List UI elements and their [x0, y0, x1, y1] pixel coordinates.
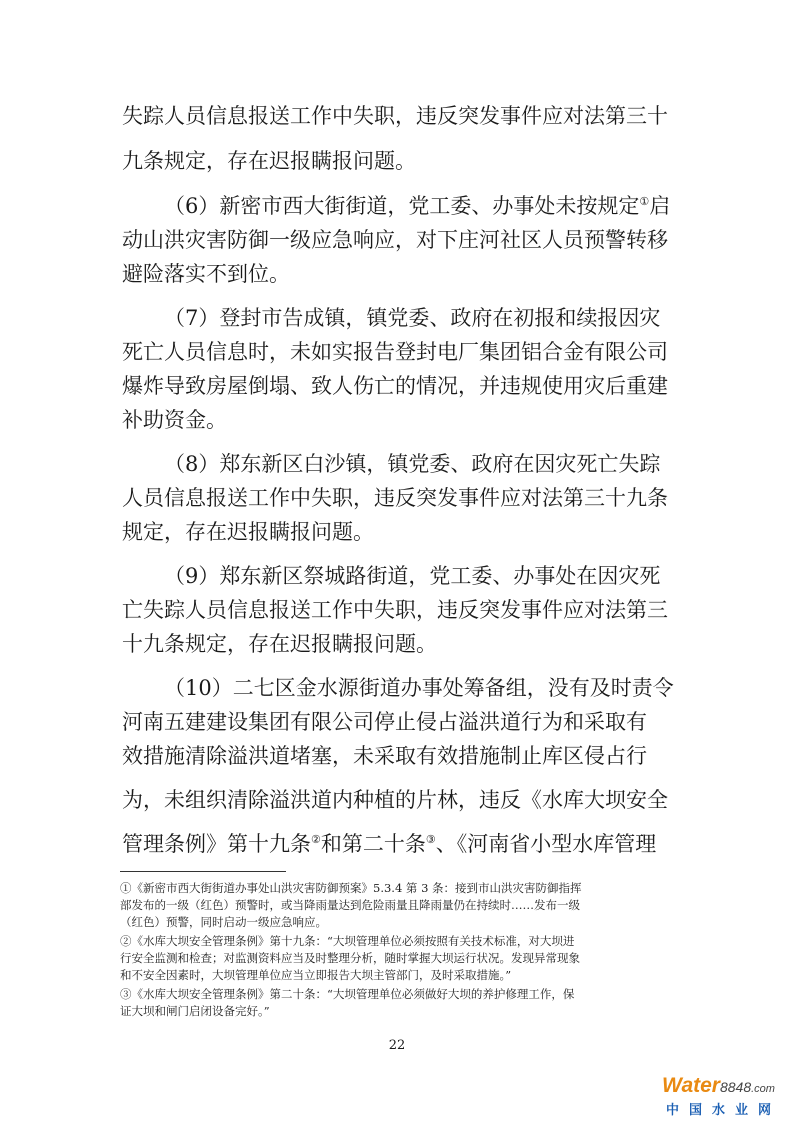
- water8848-logo: [662, 1074, 788, 1118]
- body-line: 人员信息报送工作中失职，违反突发事件应对法第三十九条: [122, 486, 668, 510]
- footnote-line: （红色）预警，同时启动一级应急响应。: [120, 915, 327, 929]
- body-text: 启: [649, 194, 671, 218]
- footnote-line: 部发布的一级（红色）预警时，或当降雨量达到危险雨量且降雨量仍在持续时……发布一级: [120, 898, 580, 912]
- body-line: 补助资金。: [122, 408, 227, 432]
- body-line: 亡失踪人员信息报送工作中失职，违反突发事件应对法第三: [122, 598, 668, 622]
- footnote-line: ①《新密市西大街街道办事处山洪灾害防御预案》5.3.4 第 3 条：接到市山洪灾害防御指挥: [120, 881, 582, 895]
- logo-latin: Water8848.com: [662, 1074, 775, 1097]
- footnote-line: ②《水库大坝安全管理条例》第十九条：“大坝管理单位必须按照有关技术标准，对大坝进: [120, 934, 575, 948]
- footnote-ref-2[interactable]: ②: [311, 833, 321, 846]
- logo-chinese: 中国水业网: [666, 1103, 782, 1118]
- footnote-line: ③《水库大坝安全管理条例》第二十条：“大坝管理单位必须做好大坝的养护修理工作，保: [120, 987, 575, 1001]
- body-line: 动山洪灾害防御一级应急响应，对下庄河社区人员预警转移: [122, 228, 668, 252]
- body-line: [122, 829, 682, 859]
- paragraph-6-start: （6）新密市西大街街道，党工委、办事处未按规定: [164, 194, 640, 218]
- footnote-ref-1[interactable]: ①: [639, 195, 650, 208]
- paragraph-8-start: （8）郑东新区白沙镇，镇党委、政府在因灾死亡失踪: [164, 452, 661, 476]
- body-line: 失踪人员信息报送工作中失职，违反突发事件应对法第三十: [122, 104, 668, 128]
- footnote-divider: [120, 871, 286, 872]
- footnote-line: 证大坝和闸门启闭设备完好。”: [120, 1004, 270, 1018]
- body-line: 为，未组织清除溢洪道内种植的片林，违反《水库大坝安全: [122, 788, 668, 812]
- body-line: 避险落实不到位。: [122, 262, 290, 286]
- body-line: 爆炸导致房屋倒塌、致人伤亡的情况，并违规使用灾后重建: [122, 374, 668, 398]
- body-line: 九条规定，存在迟报瞒报问题。: [122, 149, 416, 173]
- body-line: 死亡人员信息时，未如实报告登封电厂集团铝合金有限公司: [122, 340, 668, 364]
- page-number: 22: [388, 1038, 406, 1053]
- body-text: 、《河南省小型水库管理: [435, 832, 657, 856]
- paragraph-9-start: （9）郑东新区祭城路街道，党工委、办事处在因灾死: [164, 564, 661, 588]
- paragraph-7-start: （7）登封市告成镇，镇党委、政府在初报和续报因灾: [164, 306, 661, 330]
- body-line: 河南五建建设集团有限公司停止侵占溢洪道行为和采取有: [122, 710, 647, 734]
- body-line: 规定，存在迟报瞒报问题。: [122, 520, 374, 544]
- paragraph-10-start: （10）二七区金水源街道办事处筹备组，没有及时责令: [164, 676, 674, 700]
- footnote-line: 和不安全因素时，大坝管理单位应当立即报告大坝主管部门，及时采取措施。”: [120, 968, 512, 982]
- footnote-ref-3[interactable]: ③: [425, 833, 436, 846]
- body-line: 效措施清除溢洪道堵塞，未采取有效措施制止库区侵占行: [122, 744, 647, 768]
- body-text: 和第二十条: [320, 832, 426, 856]
- body-line: 十九条规定，存在迟报瞒报问题。: [122, 632, 437, 656]
- body-line: [164, 191, 684, 221]
- footnote-line: 行安全监测和检查；对监测资料应当及时整理分析，随时掌握大坝运行状况。发现异常现象: [120, 951, 580, 965]
- body-text: 管理条例》第十九条: [122, 832, 311, 856]
